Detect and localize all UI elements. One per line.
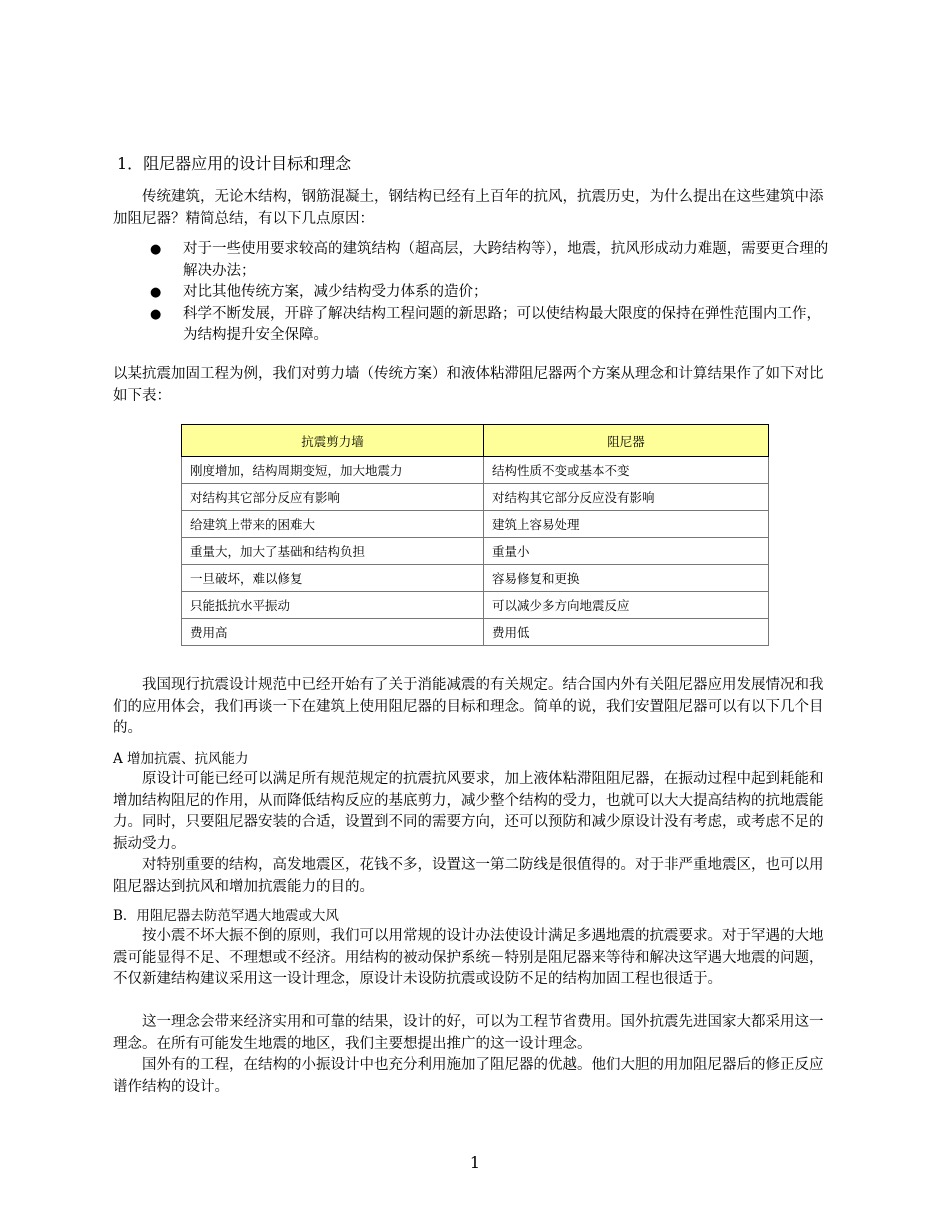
column-header-shear-wall: 抗震剪力墙	[182, 425, 484, 457]
column-header-damper: 阻尼器	[484, 425, 769, 457]
table-cell: 可以减少多方向地震反应	[484, 592, 769, 619]
table-cell: 重量大，加大了基础和结构负担	[182, 538, 484, 565]
table-cell: 结构性质不变或基本不变	[484, 457, 769, 484]
section-heading: 1．阻尼器应用的设计目标和理念	[117, 154, 352, 173]
bullet-icon: ●	[150, 242, 162, 257]
table-cell: 给建筑上带来的困难大	[182, 511, 484, 538]
table-cell: 重量小	[484, 538, 769, 565]
codes-paragraph: 我国现行抗震设计规范中已经开始有了关于消能减震的有关规定。结合国内外有关阻尼器应用发展情况和我们的应用体会，我们再谈一下在建筑上使用阻尼器的目标和理念。简单的说，我们安置阻尼器可以有以下几个目的。	[113, 677, 824, 736]
table-header-row	[182, 425, 769, 457]
list-item: ● 对比其他传统方案，减少结构受力体系的造价；	[113, 282, 835, 304]
table-cell: 费用高	[182, 619, 484, 646]
reasons-list	[113, 239, 835, 347]
subsection-b-paragraph: 按小震不坏大振不倒的原则，我们可以用常规的设计办法使设计满足多遇地震的抗震要求。对于罕遇的大地震可能显得不足、不理想或不经济。用结构的被动保护系统－特别是阻尼器来等待和解决这罕遇大地震的问题，不仅新建结构建议采用这一设计理念，原设计未设防抗震或设防不足的结构加固工程也很适于。	[113, 928, 824, 987]
subsection-b-paragraph: 这一理念会带来经济实用和可靠的结果，设计的好，可以为工程节省费用。国外抗震先进国家大都采用这一理念。在所有可能发生地震的地区，我们主要想提出推广的这一设计理念。	[113, 1014, 824, 1052]
subsection-b-paragraph: 国外有的工程，在结构的小振设计中也充分利用施加了阻尼器的优越。他们大胆的用加阻尼器后的修正反应谱作结构的设计。	[113, 1057, 824, 1095]
bullet-icon: ●	[150, 285, 162, 300]
subsection-a-paragraph: 对特别重要的结构，高发地震区，花钱不多，设置这一第二防线是很值得的。对于非严重地震区，也可以用阻尼器达到抗风和增加抗震能力的目的。	[113, 857, 824, 895]
table-cell: 只能抵抗水平振动	[182, 592, 484, 619]
table-cell: 刚度增加，结构周期变短，加大地震力	[182, 457, 484, 484]
table-row	[182, 484, 769, 511]
table-cell: 对结构其它部分反应有影响	[182, 484, 484, 511]
table-cell: 建筑上容易处理	[484, 511, 769, 538]
table-row	[182, 457, 769, 484]
list-item: ● 对于一些使用要求较高的建筑结构（超高层，大跨结构等），地震，抗风形成动力难题，需要更合理的解决办法；	[150, 241, 829, 279]
table-row	[182, 592, 769, 619]
comparison-table	[181, 424, 769, 646]
page-number: 1	[469, 1153, 481, 1172]
table-cell: 费用低	[484, 619, 769, 646]
table-row	[182, 619, 769, 646]
table-cell: 一旦破坏，难以修复	[182, 565, 484, 592]
list-item: ● 科学不断发展，开辟了解决结构工程问题的新思路；可以使结构最大限度的保持在弹性范围内工作，为结构提升安全保障。	[150, 305, 821, 343]
table-cell: 容易修复和更换	[484, 565, 769, 592]
table-row	[182, 511, 769, 538]
bullet-icon: ●	[150, 306, 162, 322]
table-row	[182, 565, 769, 592]
table-cell: 对结构其它部分反应没有影响	[484, 484, 769, 511]
table-intro: 以某抗震加固工程为例，我们对剪力墙（传统方案）和液体粘滞阻尼器两个方案从理念和计算结果作了如下对比如下表：	[113, 366, 824, 404]
subsection-a-paragraph: 原设计可能已经可以满足所有规范规定的抗震抗风要求，加上液体粘滞阻阻尼器，在振动过程中起到耗能和增加结构阻尼的作用，从而降低结构反应的基底剪力，减少整个结构的受力，也就可以大大提高结构的抗地震能力。同时，只要阻尼器安装的合适，设置到不同的需要方向，还可以预防和减少原设计没有考虑，或考虑不足的振动受力。	[113, 771, 824, 852]
intro-paragraph: 传统建筑，无论木结构，钢筋混凝土，钢结构已经有上百年的抗风，抗震历史，为什么提出在这些建筑中添加阻尼器？精简总结，有以下几点原因：	[113, 189, 824, 227]
subsection-a-title: A 增加抗震、抗风能力	[113, 751, 249, 767]
table-row	[182, 538, 769, 565]
subsection-b-title: B．用阻尼器去防范罕遇大地震或大风	[113, 908, 339, 924]
